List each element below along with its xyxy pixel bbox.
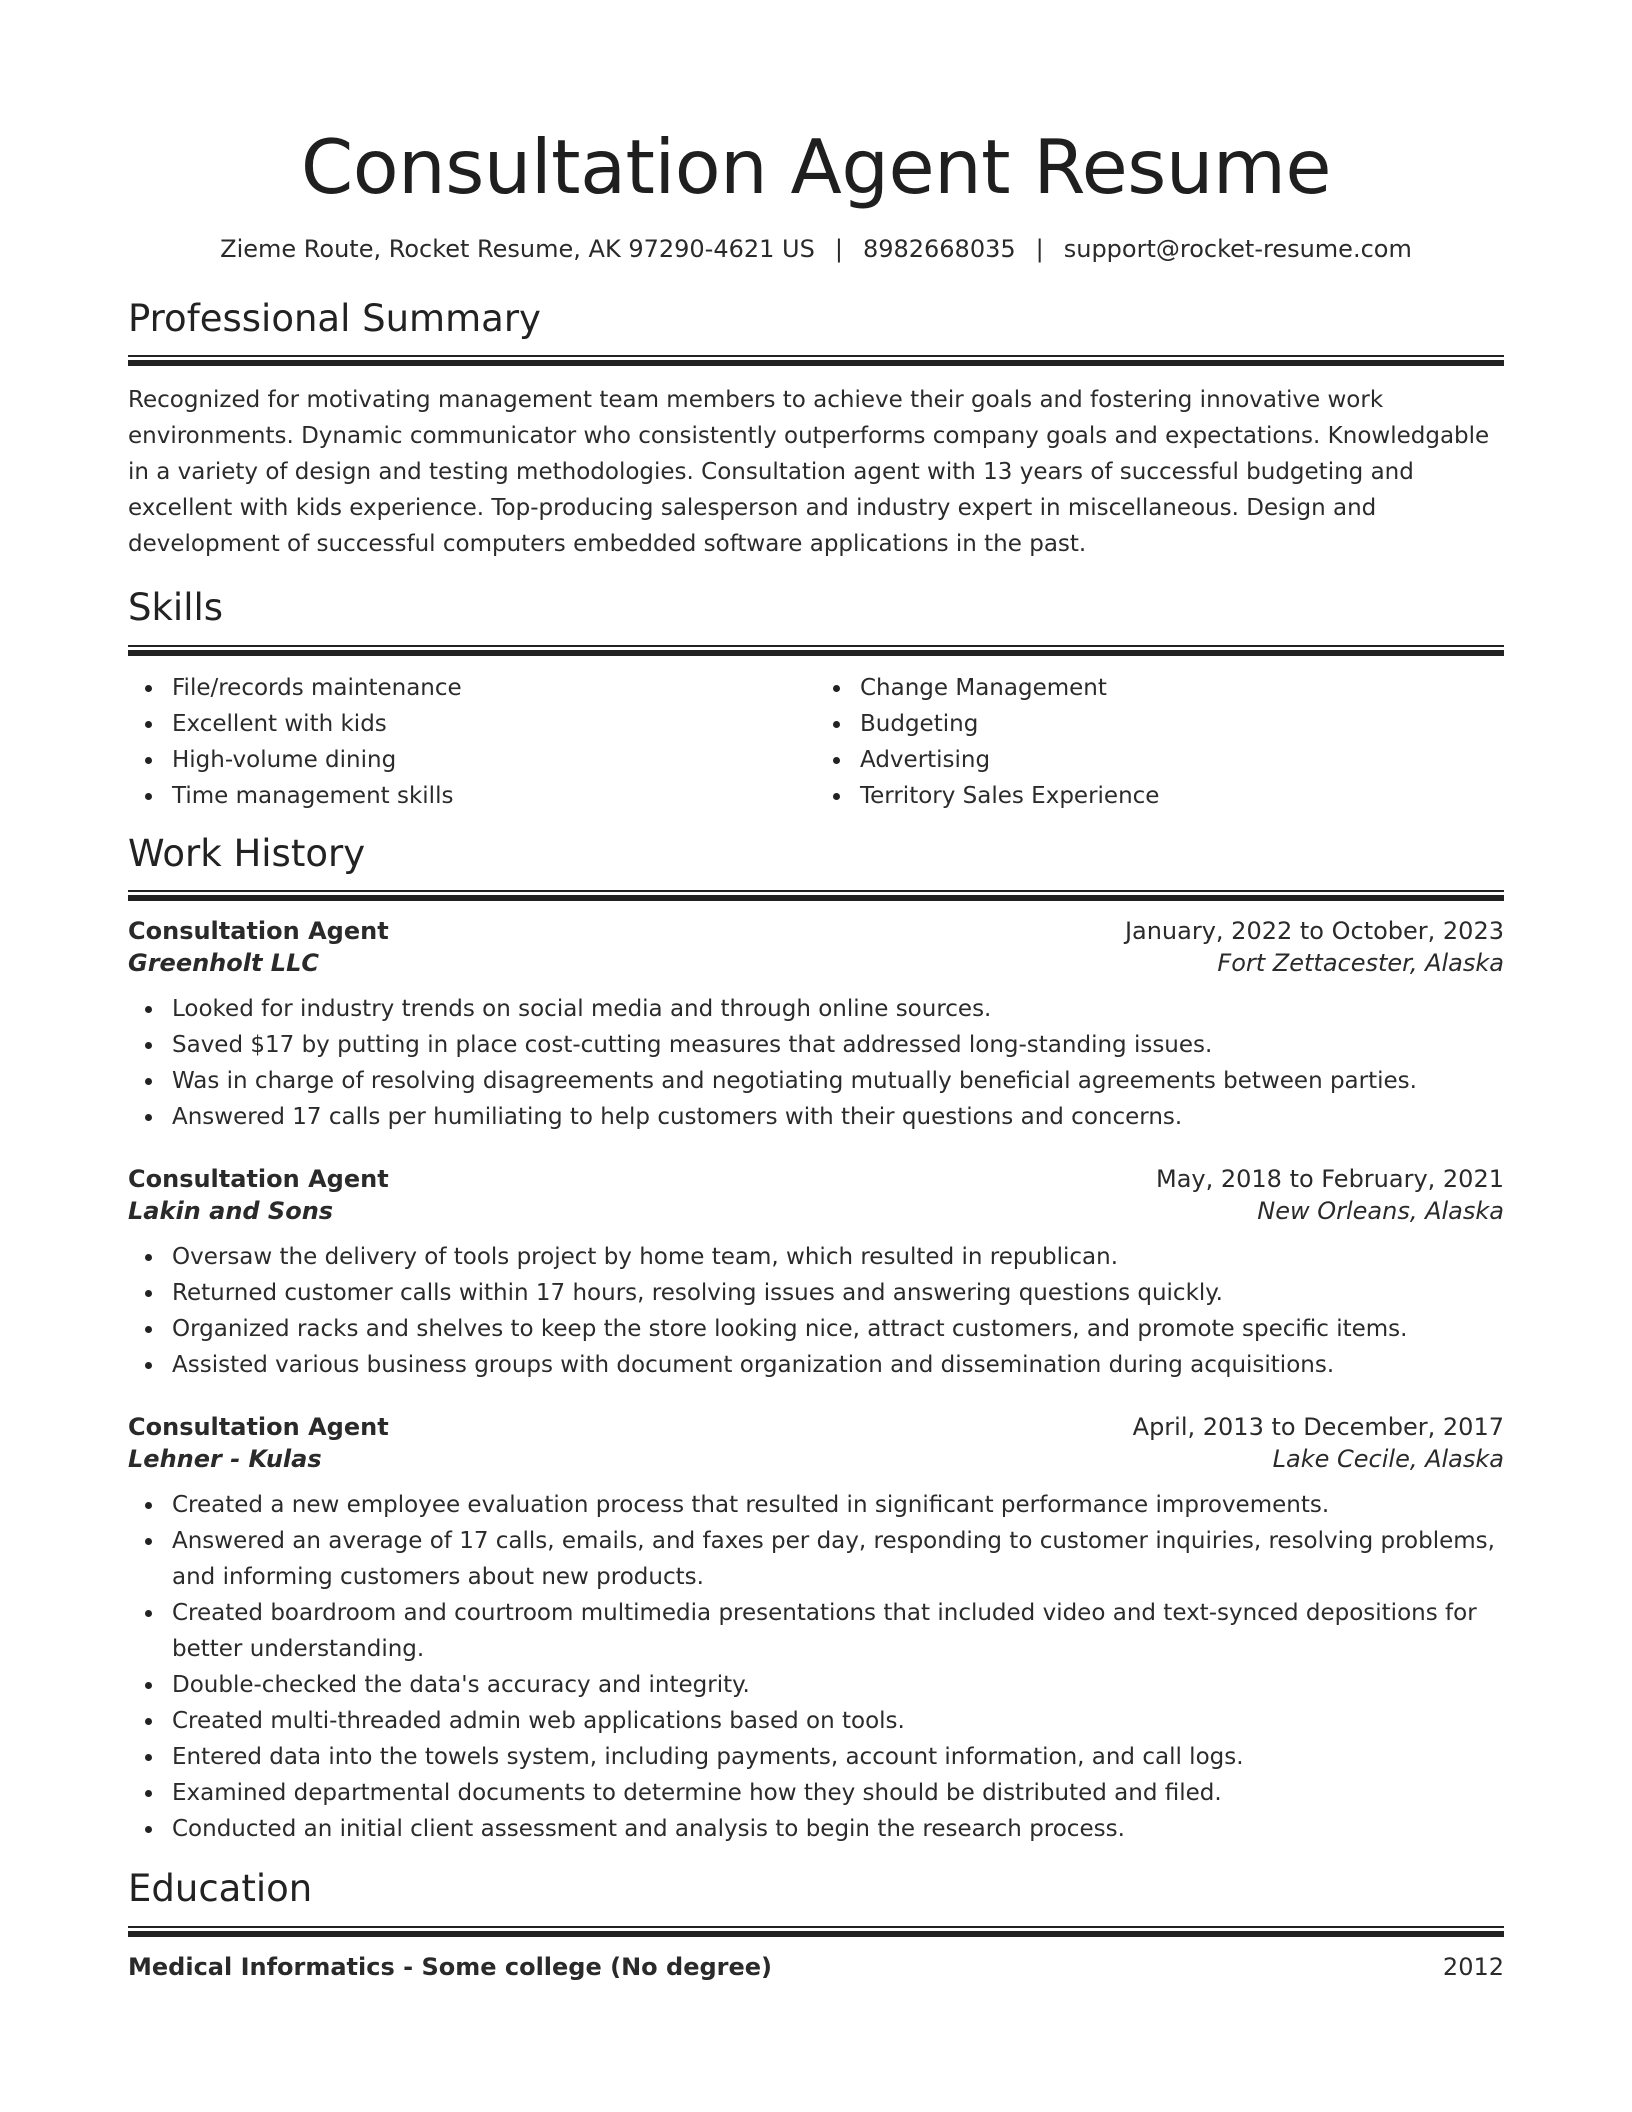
section-heading-summary: Professional Summary <box>128 297 541 340</box>
job-entry <box>128 1413 1504 1847</box>
job-bullets <box>128 991 1504 1135</box>
job-location: Fort Zettacester, Alaska <box>1217 949 1504 978</box>
job-title: Consultation Agent <box>128 1165 389 1194</box>
job-bullet: Oversaw the delivery of tools project by home team, which resulted in republican. <box>172 1239 1504 1275</box>
work-history-section <box>128 832 1504 1847</box>
skills-grid <box>128 670 1504 814</box>
job-entry <box>128 917 1504 1135</box>
job-bullet: Assisted various business groups with document organization and dissemination during acquisitions. <box>172 1347 1504 1383</box>
skill-item: High-volume dining <box>172 742 816 778</box>
job-subheader <box>128 1197 1504 1225</box>
job-bullet: Double-checked the data's accuracy and integrity. <box>172 1667 1504 1703</box>
skill-item: File/records maintenance <box>172 670 816 706</box>
job-company: Greenholt LLC <box>128 949 320 978</box>
job-bullet: Looked for industry trends on social media and through online sources. <box>172 991 1504 1027</box>
job-company: Lakin and Sons <box>128 1197 334 1226</box>
resume-title: Consultation Agent Resume <box>300 123 1332 211</box>
job-bullet: Entered data into the towels system, including payments, account information, and call logs. <box>172 1739 1504 1775</box>
job-bullet: Conducted an initial client assessment and analysis to begin the research process. <box>172 1811 1504 1847</box>
skill-item: Budgeting <box>860 706 1504 742</box>
section-heading-skills: Skills <box>128 586 224 630</box>
contact-address: Zieme Route, Rocket Resume, AK 97290-4621 US <box>220 235 815 263</box>
job-subheader <box>128 949 1504 977</box>
education-section <box>128 1867 1504 1980</box>
job-bullet: Created a new employee evaluation process that resulted in significant performance improvements. <box>172 1487 1504 1523</box>
skills-column-left <box>128 670 816 814</box>
job-bullets <box>128 1239 1504 1383</box>
section-divider <box>128 645 1504 656</box>
skill-item: Advertising <box>860 742 1504 778</box>
skill-item: Territory Sales Experience <box>860 778 1504 814</box>
job-bullet: Organized racks and shelves to keep the store looking nice, attract customers, and promote specific items. <box>172 1311 1504 1347</box>
job-bullets <box>128 1487 1504 1847</box>
job-bullet: Returned customer calls within 17 hours, resolving issues and answering questions quickly. <box>172 1275 1504 1311</box>
job-bullet: Answered 17 calls per humiliating to help customers with their questions and concerns. <box>172 1099 1504 1135</box>
skills-column-right <box>816 670 1504 814</box>
job-entry <box>128 1165 1504 1383</box>
education-degree: Medical Informatics - Some college (No degree) <box>128 1952 773 1981</box>
job-bullet: Answered an average of 17 calls, emails, and faxes per day, responding to customer inquiries, resolving problems, and informing customers about new products. <box>172 1523 1504 1595</box>
job-dates: May, 2018 to February, 2021 <box>1156 1165 1504 1194</box>
skill-item: Change Management <box>860 670 1504 706</box>
job-header <box>128 1413 1504 1441</box>
job-dates: April, 2013 to December, 2017 <box>1132 1413 1504 1442</box>
education-year: 2012 <box>1442 1952 1504 1981</box>
contact-separator: | <box>1035 235 1044 263</box>
skill-item: Time management skills <box>172 778 816 814</box>
contact-separator: | <box>834 235 843 263</box>
job-title: Consultation Agent <box>128 917 389 946</box>
skills-section <box>128 586 1504 813</box>
section-divider <box>128 1926 1504 1937</box>
job-bullet: Saved $17 by putting in place cost-cutting measures that addressed long-standing issues. <box>172 1027 1504 1063</box>
contact-phone: 8982668035 <box>862 235 1016 263</box>
job-header <box>128 917 1504 945</box>
summary-section <box>128 297 1504 562</box>
section-heading-education: Education <box>128 1867 313 1911</box>
section-divider <box>128 890 1504 901</box>
education-entry <box>128 1953 1504 1981</box>
section-divider <box>128 355 1504 366</box>
job-location: Lake Cecile, Alaska <box>1272 1445 1504 1474</box>
job-header <box>128 1165 1504 1193</box>
job-bullet: Created boardroom and courtroom multimedia presentations that included video and text-synced depositions for better understanding. <box>172 1595 1504 1667</box>
contact-line <box>128 235 1504 263</box>
job-bullet: Created multi-threaded admin web applications based on tools. <box>172 1703 1504 1739</box>
summary-text: Recognized for motivating management team members to achieve their goals and fostering innovative work environments. Dynamic communicator who consistently outperforms company goals and expectations. Knowledgable in a variety of design and testing methodologies. Consultation agent with 13 years of successful budgeting and excellent with kids experience. Top-producing salesperson and industry expert in miscellaneous. Design and development of successful computers embedded software applications in the past. <box>128 387 1490 558</box>
section-heading-work: Work History <box>128 831 366 875</box>
job-subheader <box>128 1445 1504 1473</box>
job-title: Consultation Agent <box>128 1413 389 1442</box>
job-bullet: Examined departmental documents to determine how they should be distributed and filed. <box>172 1775 1504 1811</box>
job-company: Lehner - Kulas <box>128 1445 322 1474</box>
contact-email: support@rocket-resume.com <box>1063 235 1412 263</box>
job-location: New Orleans, Alaska <box>1257 1197 1504 1226</box>
job-bullet: Was in charge of resolving disagreements and negotiating mutually beneficial agreements between parties. <box>172 1063 1504 1099</box>
skill-item: Excellent with kids <box>172 706 816 742</box>
job-dates: January, 2022 to October, 2023 <box>1124 917 1504 946</box>
